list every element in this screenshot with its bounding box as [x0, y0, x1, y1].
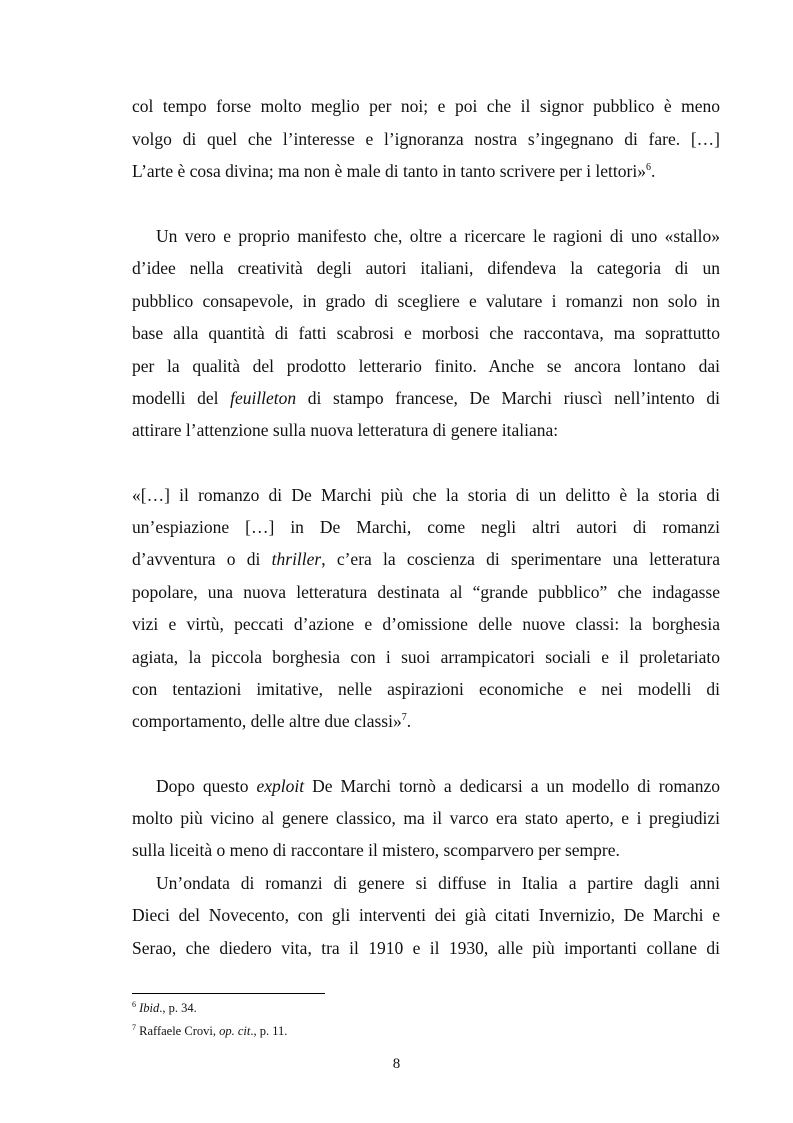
quote-line-3-italic: thriller	[271, 549, 322, 569]
footnote-6-italic: Ibid	[139, 1001, 160, 1015]
p2-line-6	[132, 388, 720, 408]
p3-line-1-b: De Marchi tornò a dedicarsi a un modello di romanzo	[304, 776, 720, 796]
p2-line-2: d’idee nella creatività degli autori italiani, difendeva la categoria di un	[132, 258, 720, 278]
footnote-ref-6[interactable]: 6	[645, 162, 651, 174]
p2-line-6-b: di stampo francese, De Marchi riuscì nell’intento di	[296, 388, 720, 408]
p3-line-1-italic: exploit	[256, 776, 305, 796]
p1-line-1: col tempo forse molto meglio per noi; e poi che il signor pubblico è meno	[132, 96, 720, 116]
quote-line-7: con tentazioni imitative, nelle aspirazioni economiche e nei modelli di	[132, 679, 720, 699]
p2-line-4: base alla quantità di fatti scabrosi e morbosi che raccontava, ma soprattutto	[132, 323, 720, 343]
p1-line-3-end: .	[650, 161, 656, 181]
page-number: 8	[392, 1056, 401, 1072]
p4-line-1: Un’ondata di romanzi di genere si diffuse in Italia a partire dagli anni	[156, 873, 720, 893]
p3-line-1	[156, 776, 720, 796]
quote-line-8-end: .	[406, 711, 412, 731]
footnote-7-pre: Raffaele Crovi,	[139, 1024, 220, 1038]
quote-line-2: un’espiazione […] in De Marchi, come negli altri autori di romanzi	[132, 517, 720, 537]
quote-line-3	[132, 549, 720, 569]
quote-line-6: agiata, la piccola borghesia con i suoi arrampicatori sociali e il proletariato	[132, 647, 720, 667]
p4-line-3: Serao, che diedero vita, tra il 1910 e il 1930, alle più importanti collane di	[132, 938, 720, 958]
footnote-7	[132, 1024, 287, 1038]
footnote-6-number: 6	[132, 999, 136, 1009]
footnote-7-number: 7	[132, 1022, 136, 1032]
p4-line-2: Dieci del Novecento, con gli interventi dei già citati Invernizio, De Marchi e	[132, 905, 720, 925]
p1-line-3	[132, 161, 720, 181]
quote-line-3-b: , c’era la coscienza di sperimentare una letteratura	[321, 549, 720, 569]
p2-line-6-a: modelli del	[132, 388, 231, 408]
quote-line-5: vizi e virtù, peccati d’azione e d’omissione delle nuove classi: la borghesia	[132, 614, 720, 634]
footnote-separator	[132, 993, 325, 994]
p2-line-7: attirare l’attenzione sulla nuova letteratura di genere italiana:	[132, 420, 559, 440]
p2-line-3: pubblico consapevole, in grado di scegliere e valutare i romanzi non solo in	[132, 291, 720, 311]
quote-line-4: popolare, una nuova letteratura destinata al “grande pubblico” che indagasse	[132, 582, 720, 602]
footnote-6	[132, 1001, 197, 1015]
footnote-7-italic: op. cit	[219, 1024, 251, 1038]
footnote-6-rest: ., p. 34.	[159, 1001, 197, 1015]
footnote-ref-7[interactable]: 7	[401, 712, 407, 724]
p2-line-6-italic: feuilleton	[230, 388, 297, 408]
p1-line-2: volgo di quel che l’interesse e l’ignoranza nostra s’ingegnano di fare. […]	[132, 129, 720, 149]
p3-line-2: molto più vicino al genere classico, ma il varco era stato aperto, e i pregiudizi	[132, 808, 720, 828]
quote-line-8-text: comportamento, delle altre due classi»	[132, 711, 402, 731]
p2-line-5: per la qualità del prodotto letterario finito. Anche se ancora lontano dai	[132, 356, 720, 376]
quote-line-8	[132, 711, 720, 731]
quote-line-1: «[…] il romanzo di De Marchi più che la storia di un delitto è la storia di	[132, 485, 720, 505]
p3-line-1-a: Dopo questo	[156, 776, 257, 796]
quote-line-3-a: d’avventura o di	[132, 549, 272, 569]
p2-line-1: Un vero e proprio manifesto che, oltre a ricercare le ragioni di uno «stallo»	[156, 226, 720, 246]
footnote-7-rest: ., p. 11.	[250, 1024, 288, 1038]
p1-line-3-text: L’arte è cosa divina; ma non è male di tanto in tanto scrivere per i lettori»	[132, 161, 646, 181]
p3-line-3: sulla liceità o meno di raccontare il mistero, scomparvero per sempre.	[132, 840, 620, 860]
